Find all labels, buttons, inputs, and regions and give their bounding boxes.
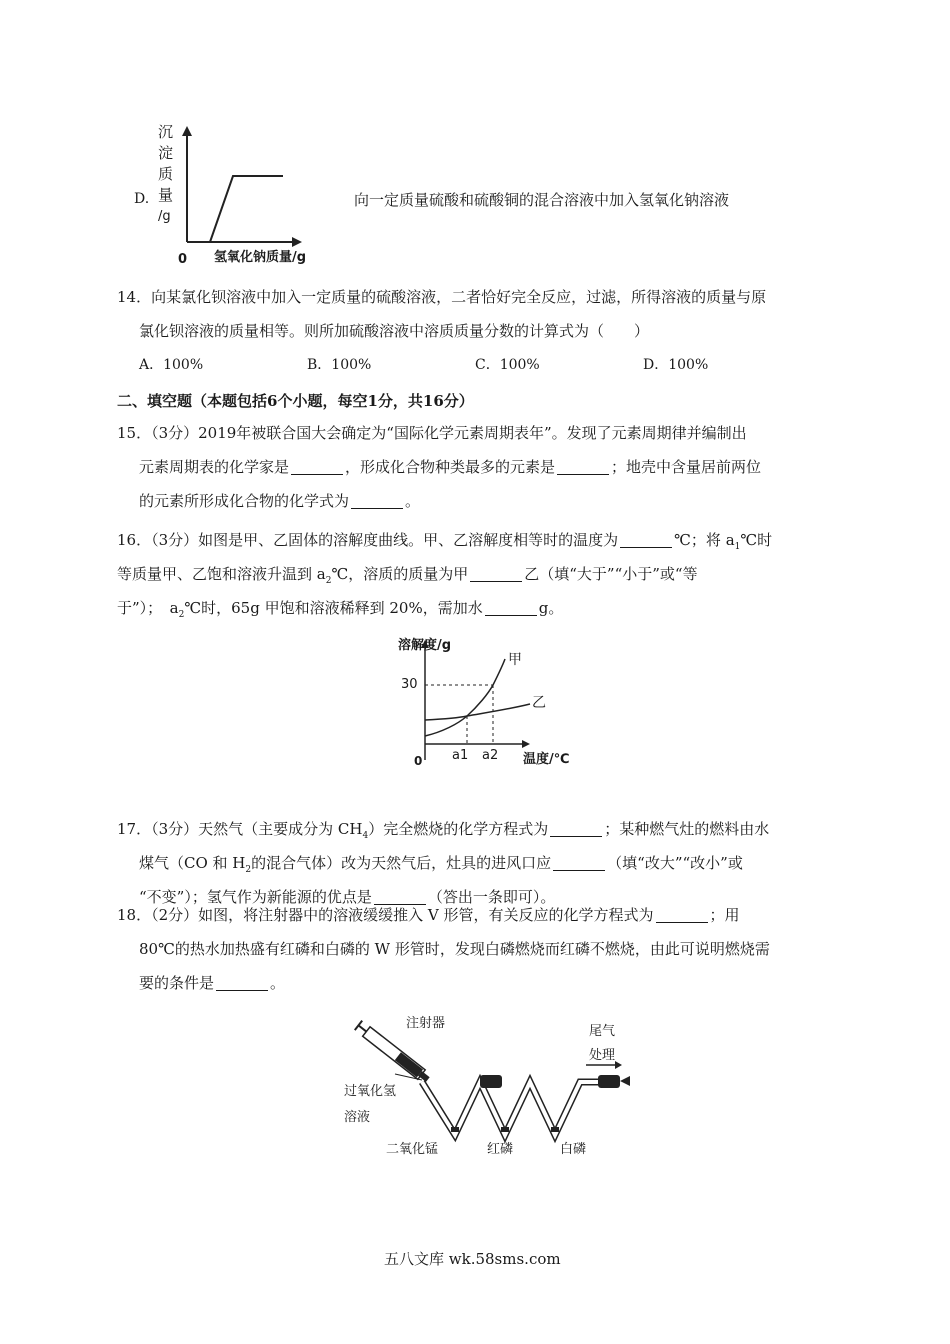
q18-line3: [117, 966, 837, 1000]
q14-option-b[interactable]: B．100%: [307, 357, 372, 373]
q16-text: 等质量甲、乙饱和溶液升温到 a: [117, 565, 326, 583]
q17-text: 煤气（CO 和 H: [139, 854, 246, 872]
q13d-description: 向一定质量硫酸和硫酸铜的混合溶液中加入氢氧化钠溶液: [354, 191, 730, 209]
q14-option-a[interactable]: A．100%: [139, 357, 204, 373]
q17-text: 17．（3分）天然气（主要成分为 CH: [117, 820, 363, 838]
q13d-origin: 0: [178, 252, 188, 267]
section-2-heading: 二、填空题（本题包括6个小题，每空1分，共16分）: [117, 392, 474, 410]
q18-blank-1[interactable]: [656, 906, 708, 923]
q17-text: （填“改大”“改小”或: [607, 854, 743, 872]
q13d-ylabel-char: /g: [158, 209, 171, 224]
q16-text: ℃；将 a: [674, 531, 735, 549]
q18-label-syringe: 注射器: [406, 1016, 446, 1031]
page-footer: 五八文库 wk.58sms.com: [384, 1250, 561, 1268]
q18-label-h2o2-2: 溶液: [344, 1110, 371, 1125]
q15-text: ；地壳中含量居前两位: [611, 458, 762, 476]
q16-text: ℃时，65g 甲饱和溶液稀释到 20%，需加水: [184, 599, 483, 617]
stopper-icon: [598, 1075, 620, 1088]
q15-text: 的元素所形成化合物的化学式为: [139, 492, 350, 510]
q16-subscript: 2: [325, 576, 332, 586]
question-16: [117, 523, 837, 625]
q18-text: 要的条件是: [139, 974, 215, 992]
q17-text: 的混合气体）改为天然气后，灶具的进风口应: [251, 854, 552, 872]
q18-line2: 80℃的热水加热盛有红磷和白磷的 W 形管时，发现白磷燃烧而红磷不燃烧，由此可说明燃烧需: [139, 940, 770, 958]
q18-label-mno2: 二氧化锰: [386, 1142, 439, 1157]
q16-blank-3[interactable]: [485, 599, 537, 616]
question-14: [117, 280, 837, 382]
q18-blank-2[interactable]: [216, 974, 268, 991]
q16-text: 于”）； a: [117, 599, 179, 617]
q18-text: ；用: [709, 906, 740, 924]
q16-chart-xlabel: 温度/℃: [523, 752, 570, 767]
q17-subscript: 2: [245, 865, 252, 875]
q16-line2: [117, 557, 837, 591]
q18-text: 18．（2分）如图，将注射器中的溶液缓缓推入 V 形管，有关反应的化学方程式为: [117, 906, 654, 924]
q14-options: [117, 348, 837, 382]
q15-line2: [117, 450, 837, 484]
q16-x-tick-a2: a2: [482, 748, 499, 763]
q14-option-c[interactable]: C．100%: [475, 357, 540, 373]
stopper-icon: [480, 1075, 502, 1088]
q18-label-exhaust-2: 处理: [589, 1048, 616, 1063]
q18-label-h2o2-1: 过氧化氢: [344, 1084, 397, 1099]
question-15: [117, 416, 837, 518]
q16-subscript: 1: [734, 542, 741, 552]
q17-blank-2[interactable]: [553, 854, 605, 871]
q13d-ylabel-char: 淀: [158, 144, 174, 162]
q17-line2: [117, 846, 837, 880]
q14-option-d[interactable]: D．100%: [643, 357, 709, 373]
q13d-xlabel: 氢氧化钠质量/g: [214, 250, 307, 265]
q16-blank-1[interactable]: [620, 531, 672, 548]
q18-text: 。: [270, 974, 286, 992]
q17-text: “不变”）；氢气作为新能源的优点是: [139, 888, 372, 906]
question-18: [117, 898, 837, 1000]
q16-line1: [117, 523, 837, 557]
q13d-ylabel: [158, 122, 178, 227]
q16-text: ℃，溶质的质量为甲: [331, 565, 469, 583]
q18-line1: [117, 898, 837, 932]
q16-line3: [117, 591, 837, 625]
q16-chart-ylabel: 溶解度/g: [398, 638, 452, 653]
q18-label-white-p: 白磷: [560, 1142, 587, 1157]
q15-blank-3[interactable]: [351, 492, 403, 509]
q16-subscript: 2: [178, 610, 185, 620]
q17-subscript: 4: [362, 831, 369, 841]
q14-line2: 氯化钡溶液的质量相等。则所加硫酸溶液中溶质质量分数的计算式为（ ）: [139, 322, 650, 340]
q15-line3: [117, 484, 837, 518]
q16-y-tick-30: 30: [401, 677, 418, 692]
q15-line1: 15．（3分）2019年被联合国大会确定为“国际化学元素周期表年”。发现了元素周期律并编制出: [117, 424, 747, 442]
q14-line1: 14．向某氯化钡溶液中加入一定质量的硫酸溶液，二者恰好完全反应，过滤，所得溶液的质量与原: [117, 288, 767, 306]
q17-text: ；某种燃气灶的燃料由水: [604, 820, 770, 838]
q18-label-red-p: 红磷: [487, 1142, 514, 1157]
q16-series-yi: 乙: [532, 695, 546, 711]
q17-text: ）完全燃烧的化学方程式为: [368, 820, 549, 838]
q13d-ylabel-char: 质: [158, 165, 174, 183]
q17-text: （答出一条即可）。: [427, 888, 556, 906]
q17-line1: [117, 812, 837, 846]
q13d-ylabel-char: 量: [158, 186, 174, 204]
q16-x-tick-a1: a1: [452, 748, 469, 763]
q13d-ylabel-char: 沉: [158, 123, 174, 141]
q17-blank-1[interactable]: [550, 820, 602, 837]
q15-text: ，形成化合物种类最多的元素是: [345, 458, 556, 476]
q15-text: 元素周期表的化学家是: [139, 458, 290, 476]
q16-text: ℃时: [740, 531, 773, 549]
q15-text: 。: [405, 492, 421, 510]
q16-blank-2[interactable]: [470, 565, 522, 582]
q16-text: 乙（填“大于”“小于”或“等: [524, 565, 698, 583]
q13d-option-label: D.: [134, 191, 150, 207]
q16-text: 16．（3分）如图是甲、乙固体的溶解度曲线。甲、乙溶解度相等时的温度为: [117, 531, 619, 549]
q16-text: g。: [538, 599, 564, 617]
q16-series-jia: 甲: [508, 652, 522, 668]
q15-blank-1[interactable]: [291, 458, 343, 475]
q18-label-exhaust-1: 尾气: [589, 1024, 616, 1039]
q16-origin: 0: [414, 754, 423, 768]
q15-blank-2[interactable]: [557, 458, 609, 475]
